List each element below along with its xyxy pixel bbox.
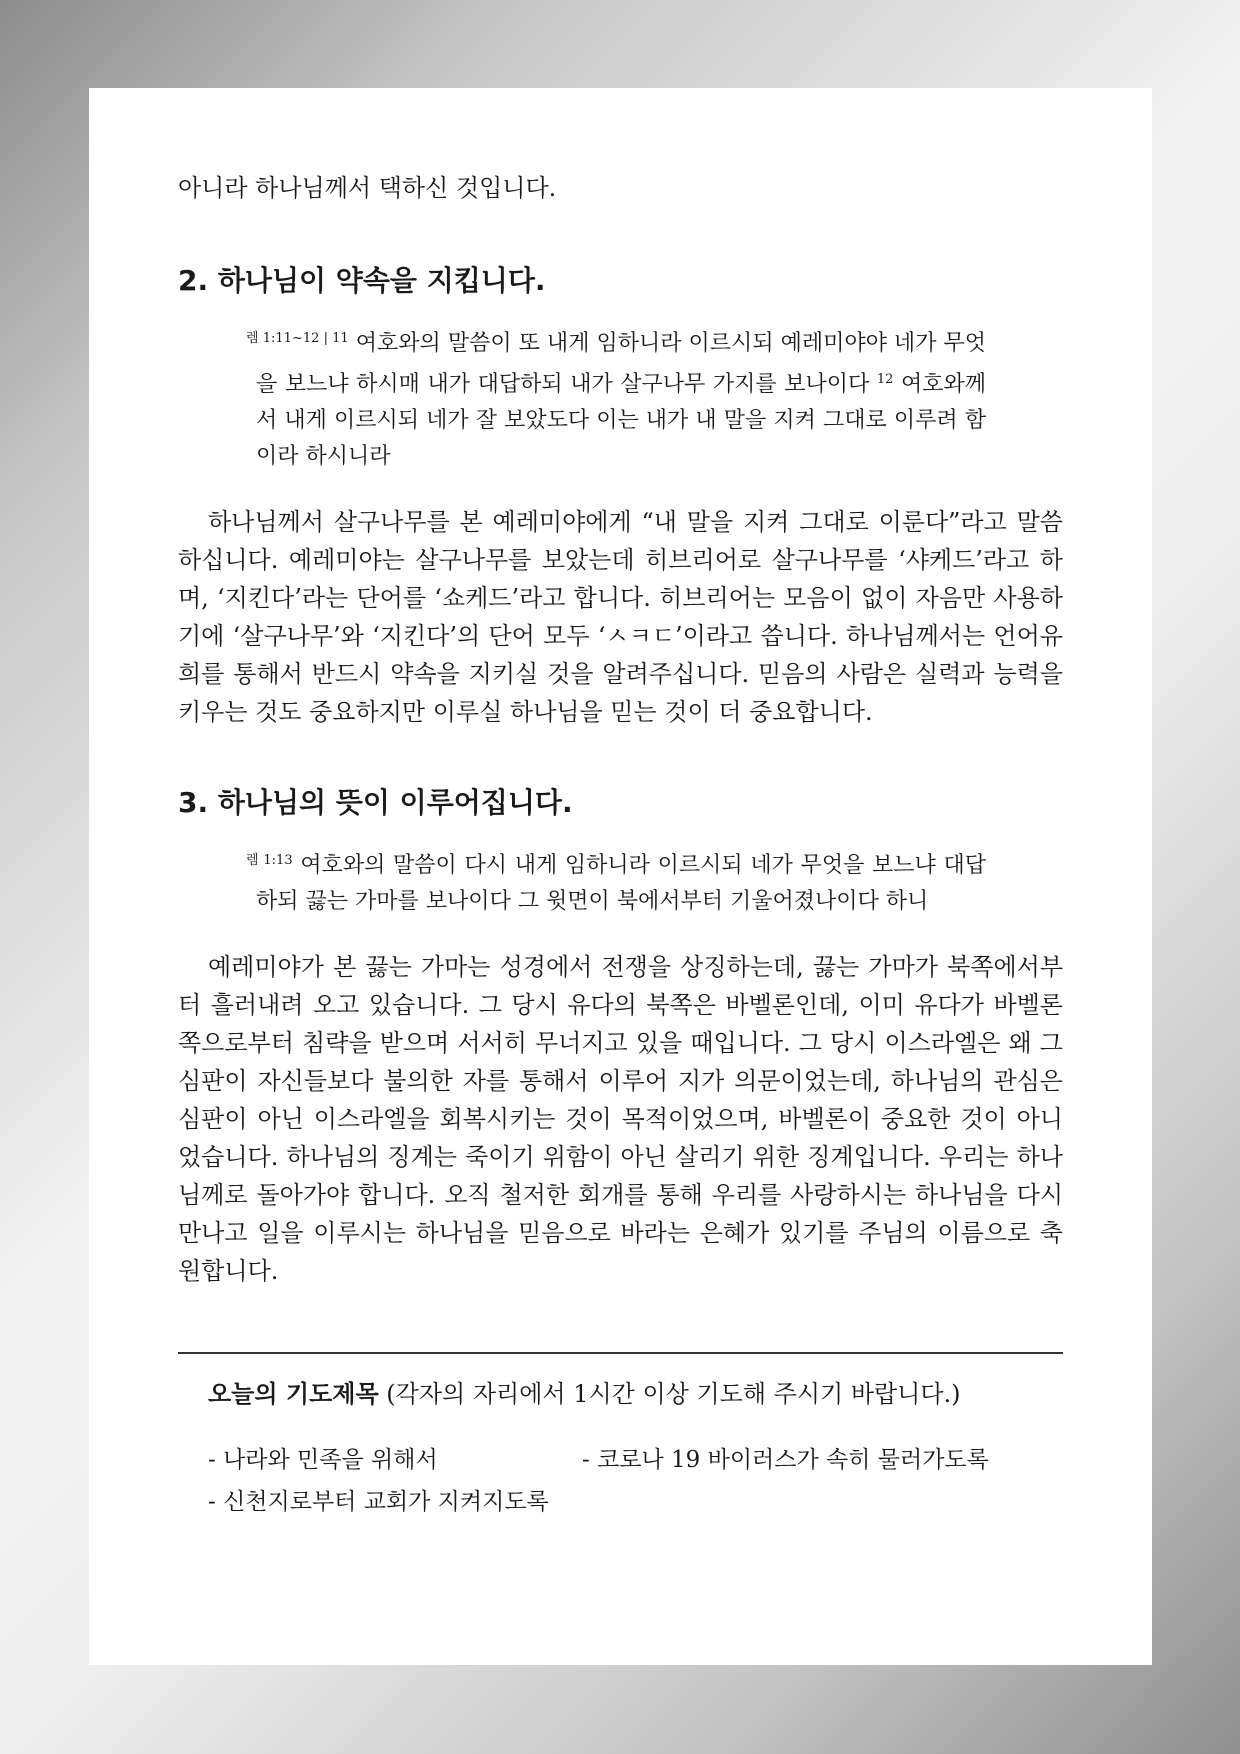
prayer-list — [208, 1442, 1063, 1520]
verse-reference: 렘 1:13 — [246, 853, 293, 868]
document-page — [89, 88, 1152, 1665]
section-3-verse — [246, 843, 986, 920]
section-3-heading: 3. 하나님의 뜻이 이루어집니다. — [178, 786, 573, 819]
section-2-heading: 2. 하나님이 약속을 지킵니다. — [178, 264, 546, 297]
verse-reference: 렘 1:11~12 | 11 — [246, 331, 349, 346]
section-2-paragraph: 하나님께서 살구나무를 본 예레미야에게 “내 말을 지켜 그대로 이룬다”라고 말씀하십니다. 예레미야는 살구나무를 보았는데 히브리어로 살구나무를 ‘샤케드’라고 하며, ‘지킨다’라는 단어를 ‘쇼케드’라고 합니다. 히브리어는 모음이 없이 자음만 사용하기에 ‘살구나무’와 ‘지킨다’의 단어 모두 ‘ㅅㅋㄷ’이라고 씁니다. 하나님께서는 언어유희를 통해서 반드시 약속을 지키실 것을 알려주십니다. 믿음의 사람은 실력과 능력을 키우는 것도 중요하지만 이루실 하나님을 믿는 것이 더 중요합니다. — [178, 508, 1063, 726]
intro-line: 아니라 하나님께서 택하신 것입니다. — [178, 174, 557, 202]
prayer-label: 오늘의 기도제목 — [208, 1380, 379, 1408]
prayer-item: - 코로나 19 바이러스가 속히 물러가도록 — [582, 1447, 989, 1473]
section-2-verse — [246, 321, 986, 475]
section-3-paragraph: 예레미야가 본 끓는 가마는 성경에서 전쟁을 상징하는데, 끓는 가마가 북쪽에서부터 흘러내려 오고 있습니다. 그 당시 유다의 북쪽은 바벨론인데, 이미 유다가 바벨론 쪽으로부터 침략을 받으며 서서히 무너지고 있을 때입니다. 그 당시 이스라엘은 왜 그 심판이 자신들보다 불의한 자를 통해서 이루어 지가 의문이었는데, 하나님의 관심은 심판이 아닌 이스라엘을 회복시키는 것이 목적이었으며, 바벨론이 중요한 것이 아니었습니다. 하나님의 징계는 죽이기 위함이 아닌 살리기 위한 징계입니다. 우리는 하나님께로 돌아가야 합니다. 오직 철저한 회개를 통해 우리를 사랑하시는 하나님을 다시 만나고 일을 이루시는 하나님을 믿음으로 바라는 은혜가 있기를 주님의 이름으로 축원합니다. — [178, 953, 1063, 1285]
verse-text: 여호와께서 내게 이르시되 네가 잘 보았도다 이는 내가 내 말을 지켜 그대로 이루려 함이라 하시니라 — [256, 372, 986, 469]
verse-text: 여호와의 말씀이 또 내게 임하니라 이르시되 예레미야야 네가 무엇을 보느냐 하시매 내가 대답하되 내가 살구나무 가지를 보나이다 — [256, 331, 986, 397]
verse-number: 12 — [876, 372, 894, 387]
prayer-item: - 신천지로부터 교회가 지켜지도록 — [208, 1489, 549, 1515]
prayer-title — [208, 1376, 1063, 1412]
divider — [178, 1352, 1063, 1354]
verse-text: 여호와의 말씀이 다시 내게 임하니라 이르시되 네가 무엇을 보느냐 대답하되 끓는 가마를 보나이다 그 윗면이 북에서부터 기울어졌나이다 하니 — [256, 853, 986, 914]
prayer-item: - 나라와 민족을 위해서 — [208, 1447, 438, 1473]
prayer-note: (각자의 자리에서 1시간 이상 기도해 주시기 바랍니다.) — [378, 1380, 961, 1408]
